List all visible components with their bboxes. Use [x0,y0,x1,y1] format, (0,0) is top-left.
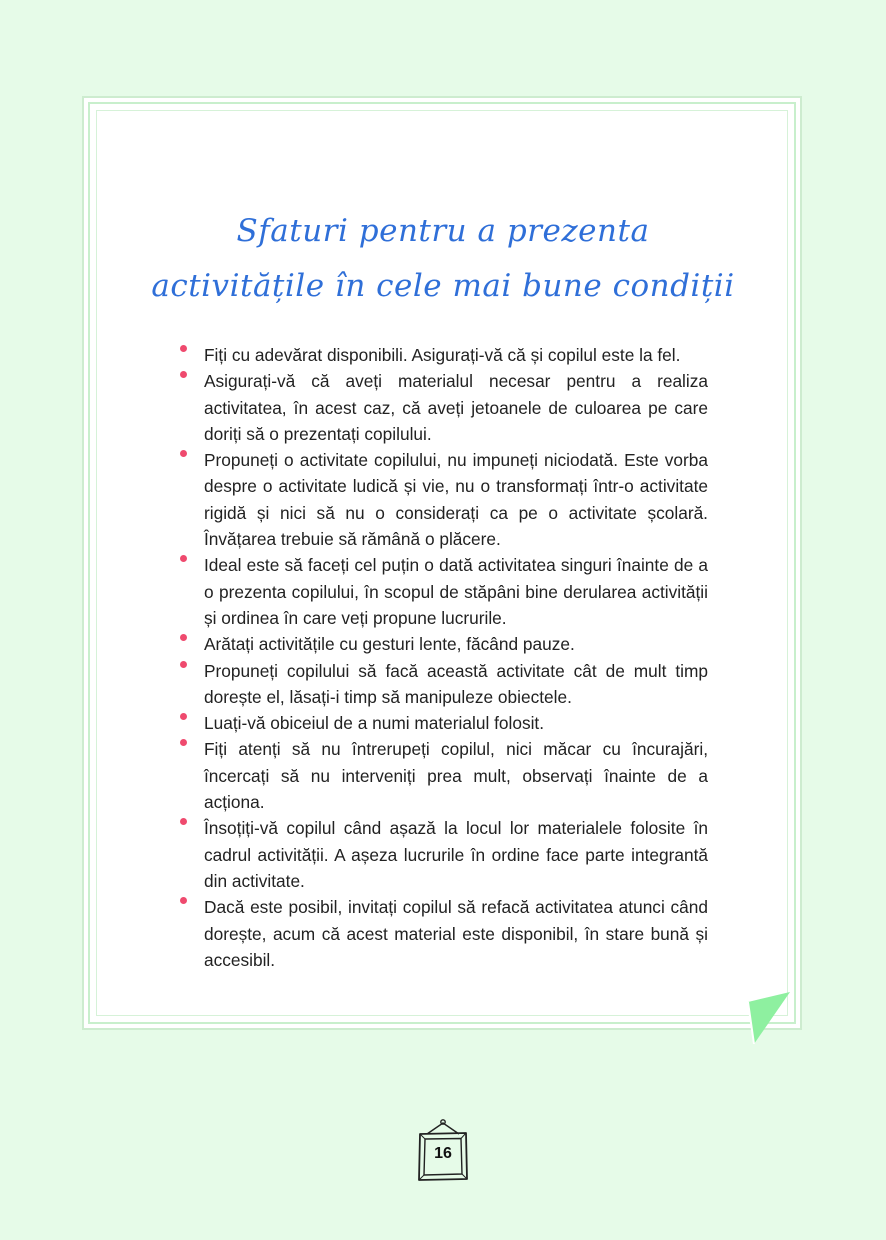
tip-text: Arătați activitățile cu gesturi lente, făcând pauze. [204,634,575,655]
list-item [178,815,708,894]
tips-list [178,342,708,973]
tip-text: Dacă este posibil, invitați copilul să refacă activitatea atunci când dorește, acum că acest material este disponibil, în stare bună și accesibil. [204,897,708,970]
list-item [178,447,708,552]
bullet-icon [180,739,187,746]
list-item [178,631,708,657]
page-fold-corner-icon [748,992,796,1044]
bullet-icon [180,634,187,641]
bullet-icon [180,450,187,457]
list-item [178,342,708,368]
tip-text: Fiți atenți să nu întrerupeți copilul, nici măcar cu încurajări, încercați să nu interveniți prea mult, observați înainte de a acționa. [204,739,708,813]
bullet-icon [180,661,187,668]
page-number-frame [415,1118,471,1182]
tip-text: Luați-vă obiceiul de a numi materialul folosit. [204,713,545,734]
tip-text: Propuneți o activitate copilului, nu impuneți niciodată. Este vorba despre o activitate ludică și vie, nu o transformați într-o activitate rigidă și nici să nu o considerați ca pe o activitate școlară. Învățarea trebuie să rămână o plăcere. [204,450,708,550]
bullet-icon [180,345,187,352]
page-number: 16 [434,1145,452,1162]
tip-text: Propuneți copilului să facă această activitate cât de mult timp dorește el, lăsați-i timp să manipuleze obiectele. [204,660,708,707]
page-title [100,204,786,314]
title-line-2: activitățile în cele mai bune condiții [151,268,735,304]
tip-text: Ideal este să faceți cel puțin o dată activitatea singuri înainte de a o prezenta copilului, în scopul de stăpâni bine derularea activității și ordinea în care veți propune lucrurile. [204,555,708,628]
tip-text: Însoțiți-vă copilul când așază la locul lor materialele folosite în cadrul activității. A așeza lucrurile în ordine face parte integrantă din activitate. [204,818,708,891]
bullet-icon [180,818,187,825]
bullet-icon [180,371,187,378]
list-item [178,552,708,631]
title-line-1: Sfaturi pentru a prezenta [236,213,650,249]
bullet-icon [180,713,187,720]
tip-text: Fiți cu adevărat disponibili. Asigurați-vă că și copilul este la fel. [204,345,681,365]
list-item [178,894,708,973]
bullet-icon [180,897,187,904]
list-item [178,368,708,447]
tip-text: Asigurați-vă că aveți materialul necesar pentru a realiza activitatea, în acest caz, că aveți jetoanele de culoarea pe care doriți să o prezentați copilului. [204,371,708,444]
list-item [178,710,708,736]
list-item [178,736,708,815]
bullet-icon [180,555,187,562]
list-item [178,658,708,711]
